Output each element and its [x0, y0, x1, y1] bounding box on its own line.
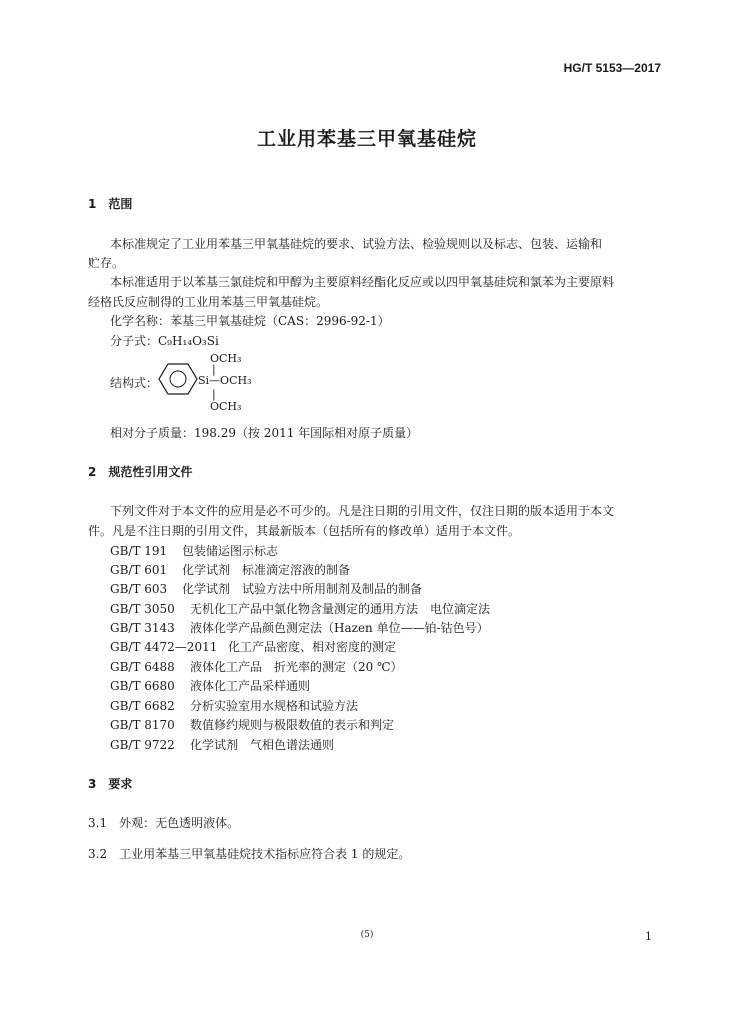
reference-item: GB/T 603 化学试剂 试验方法中所用制剂及制品的制备	[110, 582, 423, 596]
page-number: 1	[645, 930, 652, 943]
references-intro-line-1: 下列文件对于本文件的应用是必不可少的。凡是注日期的引用文件，仅注日期的版本适用于本文	[110, 504, 615, 518]
reference-item: GB/T 3050 无机化工产品中氯化物含量测定的通用方法 电位滴定法	[110, 602, 491, 616]
reference-item: GB/T 4472—2011 化工产品密度、相对密度的测定	[110, 640, 397, 654]
section-2-heading: 2 规范性引用文件	[88, 465, 193, 479]
reference-item: GB/T 6680 液体化工产品采样通则	[110, 679, 311, 693]
section-3-heading: 3 要求	[88, 777, 133, 791]
structure-bottom-bond: |	[212, 388, 216, 401]
requirement-3-1: 3.1 外观：无色透明液体。	[88, 816, 240, 830]
reference-item: GB/T 3143 液体化学产品颜色测定法（Hazen 单位——铂-钴色号）	[110, 621, 489, 635]
chemical-name: 化学名称：苯基三甲氧基硅烷（CAS：2996-92-1）	[110, 314, 390, 328]
reference-item: GB/T 8170 数值修约规则与极限数值的表示和判定	[110, 718, 395, 732]
section-1-heading: 1 范围	[88, 197, 133, 211]
scope-para-1-line-2: 贮存。	[88, 256, 125, 270]
footer-page-marker: (5)	[360, 930, 374, 940]
references-intro-line-2: 件。凡是不注日期的引用文件，其最新版本（包括所有的修改单）适用于本文件。	[88, 524, 521, 538]
scope-para-2-line-1: 本标准适用于以苯基三氯硅烷和甲醇为主要原料经酯化反应或以四甲氧基硅烷和氯苯为主要原料	[110, 275, 615, 289]
structure-top-bond: |	[212, 363, 216, 376]
structure-bottom-group: OCH₃	[210, 400, 242, 413]
structure-center-group: Si—OCH₃	[198, 374, 252, 387]
structure-label: 结构式：	[110, 376, 159, 390]
structural-formula	[110, 352, 330, 420]
reference-item: GB/T 6488 液体化工产品 折光率的测定（20 ℃）	[110, 660, 403, 674]
scope-para-2-line-2: 经格氏反应制得的工业用苯基三甲氧基硅烷。	[88, 295, 329, 309]
requirement-3-2: 3.2 工业用苯基三甲氧基硅烷技术指标应符合表 1 的规定。	[88, 847, 411, 861]
reference-item: GB/T 601 化学试剂 标准滴定溶液的制备	[110, 563, 351, 577]
scope-para-1-line-1: 本标准规定了工业用苯基三甲氧基硅烷的要求、试验方法、检验规则以及标志、包装、运输和	[110, 237, 603, 251]
relative-molecular-mass: 相对分子质量：198.29（按 2011 年国际相对原子质量）	[110, 426, 419, 440]
document-title: 工业用苯基三甲氧基硅烷	[256, 128, 477, 150]
reference-item: GB/T 9722 化学试剂 气相色谱法通则	[110, 738, 335, 752]
standard-code: HG/T 5153—2017	[563, 61, 661, 75]
reference-item: GB/T 191 包装储运图示标志	[110, 544, 279, 558]
structure-top-group: OCH₃	[210, 352, 242, 365]
benzene-ring-icon	[158, 362, 198, 396]
reference-item: GB/T 6682 分析实验室用水规格和试验方法	[110, 699, 359, 713]
molecular-formula: 分子式：C₉H₁₄O₃Si	[110, 334, 219, 348]
